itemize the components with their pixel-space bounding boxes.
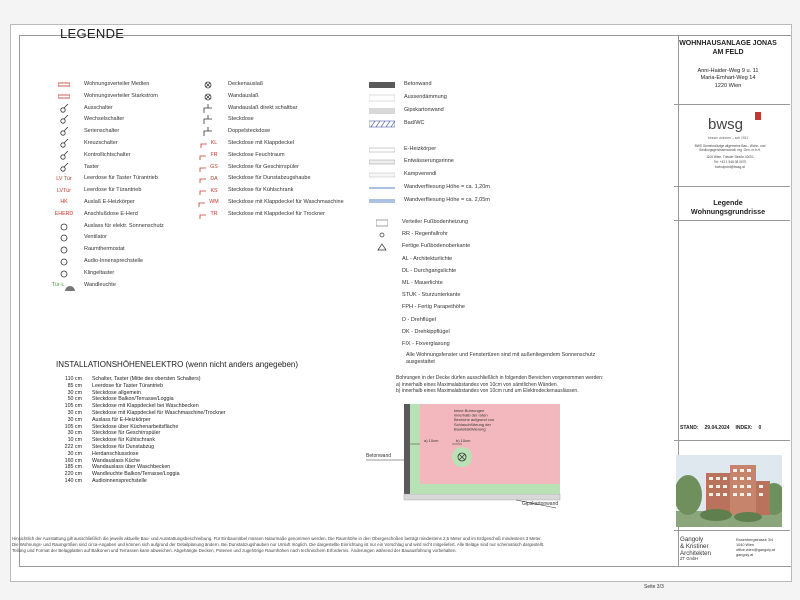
project-title: WOHNHAUSANLAGE JONAS AM FELD	[679, 40, 777, 56]
legend-label: Ausschalter	[84, 104, 113, 111]
intercom-icon	[46, 257, 82, 267]
legend-label: Wandverfliesung Höhe = ca. 1,20m	[404, 184, 490, 191]
dim-label-b: b) 10cm	[456, 438, 471, 443]
legend-label: Klingeltaster	[84, 269, 115, 276]
client-tagline: besser wohnen – seit 1911	[708, 136, 749, 140]
installation-height: 30 cm	[67, 389, 82, 396]
empty-box-button-icon: LV Tür	[56, 175, 72, 182]
drilling-intro: Bohrungen in der Decke dürfen ausschließlich in folgenden Bereichen vorgenommen werden:	[396, 375, 604, 381]
e-heater-swatch	[364, 145, 400, 155]
push-button-icon	[46, 163, 82, 173]
legend-label: Auslass für elektr. Sonnenschutz	[84, 222, 164, 229]
installation-item: Steckdose mit Klappdeckel bei Waschbecken	[92, 403, 199, 410]
legend-label: Steckdose mit Klappdeckel für Waschmaschine	[228, 199, 344, 205]
legend-label: Wohnungsverteiler Starkstrom	[84, 92, 158, 99]
legend-label: Leerdose für Taster Türantrieb	[84, 175, 158, 182]
drawing-title: Legende Wohnungsgrundrisse	[690, 198, 766, 217]
legend-label: Steckdose mit Klappdeckel für Trockner	[228, 210, 325, 217]
logo-mark-icon	[755, 112, 761, 120]
legend-label: Wandauslaß direkt schaltbar	[228, 104, 298, 111]
installation-height: 160 cm	[64, 457, 82, 464]
legend-label: FPH - Fertig Parapethöhe	[402, 304, 465, 311]
drilling-notes	[396, 375, 656, 395]
drilling-rule-b: b) innerhalb eines Maximalabstandes von 10cm rund um Elektrodeckenauslässen.	[396, 388, 579, 394]
installation-item: Steckdose Balkon/Terrasse/Loggia	[92, 396, 174, 403]
drilling-rule-a: a) innerhalb eines Maximalabstandes von 10cm von sämtlichen Wänden.	[396, 381, 559, 388]
legend-label: Wandverfliesung Höhe = ca. 2,05m	[404, 197, 490, 204]
client-company: BWS Gemeinnützige allgemeine Bau-, Wohn- und Siedlungsgenossenschaft, reg. Gen. m.b.H.	[694, 144, 766, 153]
legend-symbol	[364, 316, 400, 326]
legend-label: Verteiler Fußbodenheizung	[402, 219, 469, 225]
installation-item: Schalter, Taster (Mitte des obersten Schalters)	[92, 376, 201, 382]
installation-height: 50 cm	[67, 396, 82, 403]
legend-label: RR - Regenfallrohr	[402, 231, 448, 238]
legend-symbol	[364, 328, 400, 338]
legend-symbol	[364, 303, 400, 313]
legend-label: Wandleuchte	[84, 281, 116, 288]
installation-height: 30 cm	[67, 409, 82, 416]
legend-label: Steckdose für Geschirrspüler	[228, 163, 299, 170]
legend-label: Auslaß E-Heizkörper	[84, 199, 135, 205]
socket-damp-icon: FR	[190, 151, 226, 161]
installation-height: 220 cm	[64, 471, 82, 478]
legend-label: Deckenauslaß	[228, 81, 264, 87]
installation-height: 30 cm	[67, 450, 82, 457]
drywall-band	[404, 494, 560, 500]
legend-label: Doppelsteckdose	[228, 128, 271, 135]
client-email: bwhotpoint@bwsg.at	[715, 165, 745, 169]
legend-label: AL - Architekturlichte	[402, 255, 453, 262]
wall-outlet-switched-icon	[190, 104, 226, 114]
concrete-wall-swatch	[364, 80, 400, 90]
legend-label: Kontrollichtschalter	[84, 151, 131, 158]
legend-label: E-Heizkörper	[404, 145, 437, 152]
installation-height: 30 cm	[67, 416, 82, 423]
drain-swatch	[364, 157, 400, 167]
wall-cable-power-icon	[46, 92, 82, 102]
socket-lid-icon: KL	[190, 139, 226, 149]
client-logo: bwsg	[708, 116, 744, 133]
project-address: Anni-Haider-Weg 9 u. 11 Maria-Emhart-Weg 14 1220 Wien	[697, 68, 759, 89]
wall-cable-media-icon	[46, 80, 82, 90]
legend-label: Audio-Innensprechstelle	[84, 258, 144, 264]
legend-label: Anschlußdose E-Herd	[84, 210, 138, 217]
legend-label: Wandauslaß	[228, 92, 259, 99]
rr-pipe-icon	[364, 230, 400, 240]
spacer	[364, 132, 400, 142]
installation-item: Steckdose für Kühlschrank	[92, 437, 156, 444]
forbidden-zone-note: keine Bohrungen innerhalb der roten Bereiche aufgrund von Schlauchführung der Bauteilaktivierung	[454, 408, 495, 432]
installation-item: Audioinnensprechstelle	[92, 477, 147, 484]
legend-label: DK - Drehkippflügel	[402, 328, 450, 335]
installation-item: Wandleuchte Balkon/Terrasse/Loggia	[92, 471, 180, 478]
legend-label: STUK - Sturzunterkante	[402, 292, 461, 299]
column-4-note: Alle Wohnungsfenster und Fenstertüren sind mit außenliegendem Sonnenschutz ausgestattet	[406, 352, 596, 365]
legend-label: DL - Durchgangslichte	[402, 267, 457, 274]
ceiling-outlet-icon	[190, 80, 226, 90]
legend-label: Steckdose für Kühlschrank	[228, 187, 294, 194]
switch-off-icon	[46, 104, 82, 114]
legend-label: Fertige Fußbodenoberkante	[402, 243, 471, 250]
legend-label: Wechselschalter	[84, 116, 125, 123]
revision-info: STAND: 29.04.2024 INDEX: 0	[680, 425, 762, 431]
disclaimer: Hinsichtlich der Ausstattung gilt ausschließlich die jeweils aktuelle Bau- und Ausstattungsbeschreibung. Für Einbaumöbel müssen Naturmaße genommen werden. Die Raumhöhe in den Obergeschoßen beträgt mindestens 2,5 Meter und im Erdgeschoß mindestens 3 Meter. Die Wohnungs- und Raumgrößen sind circa-Angaben und können sich aufgrund der Detailplanung ändern. Bei Dunstabzugshauben nur Umluft möglich. Die dargestellte Einrichtung ist nur ein Vorschlag und wird nicht mitgeliefert. Alle Beläge sind nur schematisch dargestellt. Teilung und Format der Belagplatten auf Balkonen und Terrassen kann abweichen. Abgehängte Decken, Poterien und zugehörige Raumhöhen nach technischem Erfordernis. Änderungen während der Bauausführung vorbehalten.	[12, 536, 545, 553]
heater-outlet-icon: HK	[60, 199, 68, 206]
tile-120-swatch	[364, 183, 400, 193]
bath-wc-swatch	[364, 119, 400, 129]
legend-label: Ventilator	[84, 234, 107, 241]
sunshade-outlet-icon	[46, 222, 82, 232]
socket-dishwasher-icon: GS	[190, 163, 226, 173]
dim-label-a: a) 10cm	[424, 438, 439, 443]
legend-label: Raumthermostat	[84, 246, 125, 253]
title-separator	[674, 440, 790, 441]
socket-hood-icon: DA	[190, 174, 226, 184]
installation-height: 30 cm	[67, 430, 82, 437]
installation-height: 105 cm	[64, 403, 82, 410]
concrete-label: Betonwand	[366, 453, 392, 459]
installation-item: Leerdose für Taster Türantrieb	[92, 382, 164, 389]
legend-label: FIX - Fixverglasung	[402, 341, 450, 347]
installation-title: INSTALLATIONSHÖHENELEKTRO (wenn nicht anders angegeben)	[56, 360, 299, 369]
installation-height: 185 cm	[64, 464, 82, 471]
drilling-detail-diagram	[366, 400, 656, 510]
fan-icon	[46, 233, 82, 243]
legend-label: Serienschalter	[84, 128, 120, 135]
drywall-swatch	[364, 106, 400, 116]
client-logo-block	[678, 108, 782, 180]
legend-label: Steckdose Feuchtraum	[228, 151, 285, 158]
legend-label: Aussendämmung	[404, 93, 447, 100]
building-rendering	[676, 455, 782, 527]
thermostat-icon	[46, 245, 82, 255]
legend-label: Steckdose	[228, 116, 254, 123]
legend-label: Kreuzschalter	[84, 140, 118, 146]
switch-indicator-icon	[46, 151, 82, 161]
legend-symbol	[364, 291, 400, 301]
installation-item: Wandauslass über Waschbecken	[92, 464, 171, 471]
legend-symbol	[364, 340, 400, 350]
installation-item: Steckdose allgemein	[92, 389, 141, 396]
bond-swatch	[364, 170, 400, 180]
socket-fridge-icon: KS	[190, 186, 226, 196]
switch-cross-icon	[46, 139, 82, 149]
client-address: 1100 Wien, Triester Straße 40/2/1	[706, 155, 754, 159]
doorbell-icon	[46, 269, 82, 279]
legend-label: Entwässerungsrinne	[404, 158, 454, 165]
tile-205-swatch	[364, 196, 400, 206]
installation-item: Steckdose für Geschirrspüler	[92, 430, 161, 437]
architect-name: Gangoly & Kristiner Architekten ZT GmbH	[680, 536, 711, 562]
wall-lamp-icon: Tür-L	[46, 281, 82, 291]
legend-title: LEGENDE	[60, 26, 125, 41]
legend-label: Kampverendi	[404, 171, 437, 178]
legend-label: ML - Mauerlichte	[402, 280, 443, 286]
architect-address: Rosenbergstrasse 3/4 1040 Wien office.wien@gangoly.at gangoly.at	[736, 538, 775, 557]
installation-item: Steckdose für Dunstabzug	[92, 443, 155, 450]
installation-height: 222 cm	[64, 443, 82, 450]
legend-label: Gipskartonwand	[404, 106, 444, 113]
installation-height: 105 cm	[64, 423, 82, 430]
page-number: Seite 3/3	[644, 584, 664, 590]
installation-height: 85 cm	[67, 382, 82, 389]
client-phone: Tel: +43 1 546 08 0070	[713, 160, 747, 164]
legend-label: Taster	[84, 163, 99, 170]
legend-symbol	[364, 267, 400, 277]
legend-label: Leerdose für Türantrieb	[84, 187, 142, 194]
socket-dryer-icon: TR	[190, 210, 226, 220]
installation-item: Steckdose über Küchenarbeitsfläche	[92, 423, 179, 430]
legend-symbol	[364, 255, 400, 265]
legend-label: Betonwand	[404, 81, 432, 87]
installation-height: 140 cm	[64, 477, 82, 484]
drywall-label: Gipskartonwand	[522, 501, 559, 507]
concrete-wall-band	[404, 404, 410, 500]
switch-series-icon	[46, 127, 82, 137]
installation-item: Wandauslass Küche	[92, 457, 141, 464]
installation-height: 110 cm	[65, 376, 82, 382]
socket-icon	[190, 115, 226, 125]
wall-outlet-icon	[190, 92, 226, 102]
switch-alt-icon	[46, 115, 82, 125]
floor-level-icon	[364, 242, 400, 252]
insulation-swatch	[364, 93, 400, 103]
title-separator	[674, 186, 790, 187]
title-separator	[674, 220, 790, 221]
installation-item: Auslass für E-Heizkörper	[92, 416, 151, 423]
legend-label: Bad/WC	[404, 119, 425, 126]
legend-label: Steckdose für Dunstabzugshaube	[228, 175, 311, 182]
legend-label: Steckdose mit Klappdeckel	[228, 140, 295, 146]
legend-symbol	[364, 279, 400, 289]
title-separator	[674, 104, 790, 105]
double-socket-icon	[190, 127, 226, 137]
installation-height: 10 cm	[67, 437, 82, 444]
installation-item: Steckdose mit Klappdeckel für Waschmaschine/Trockner	[92, 409, 226, 416]
socket-washer-icon: WM	[190, 198, 226, 208]
empty-box-drive-icon: LVTür	[56, 187, 72, 194]
legend-label: Wohnungsverteiler Medien	[84, 81, 150, 87]
heater-connection-icon: EHERD	[54, 211, 74, 218]
installation-item: Herdanschlussdose	[92, 450, 139, 457]
floor-heating-icon	[364, 218, 400, 228]
legend-label: D - Drehflügel	[402, 316, 436, 323]
title-separator	[674, 530, 790, 531]
